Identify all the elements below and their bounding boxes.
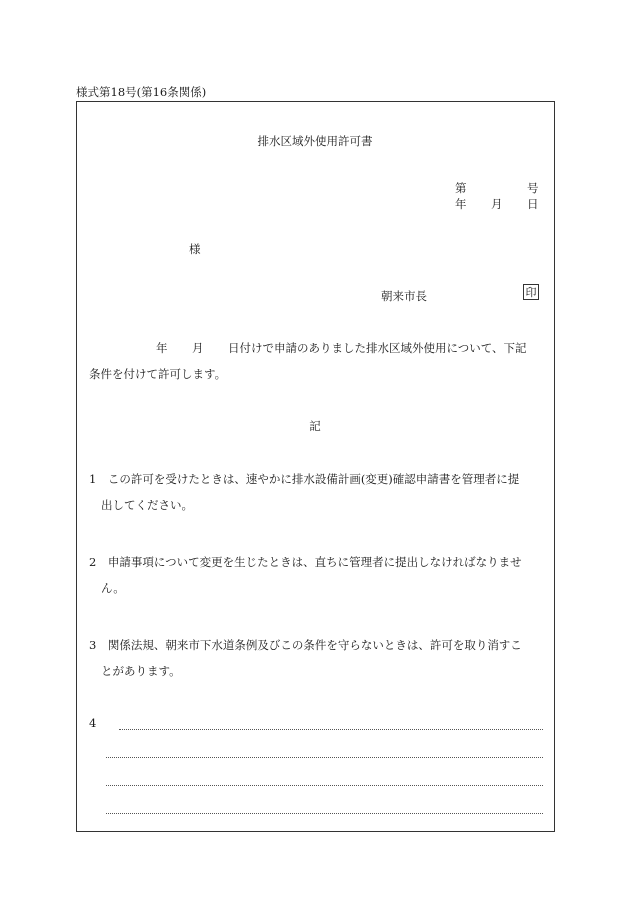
body-text-line1: 日付けで申請のありました排水区域外使用について、下記: [228, 341, 527, 355]
condition-2-line1: 2 申請事項について変更を生じたときは、直ちに管理者に提出しなければなりませ: [89, 555, 522, 569]
condition-4-number: 4: [89, 716, 97, 730]
issuer-name: 朝来市長: [381, 289, 427, 303]
form-number: 様式第18号(第16条関係): [76, 85, 207, 99]
body-month-label: 月: [192, 341, 204, 355]
seal-mark: 印: [523, 284, 539, 300]
blank-line-1: [119, 729, 543, 730]
condition-1-line2: 出してください。: [101, 498, 193, 512]
number-suffix: 号: [527, 181, 539, 195]
condition-3-line1: 3 関係法規、朝来市下水道条例及びこの条件を守らないときは、許可を取り消すこ: [89, 638, 522, 652]
condition-1-line1: 1 この許可を受けたときは、速やかに排水設備計画(変更)確認申請書を管理者に提: [89, 472, 520, 486]
date-year-label: 年: [455, 197, 467, 211]
number-prefix: 第: [455, 181, 467, 195]
condition-2-line2: ん。: [101, 581, 125, 595]
condition-3-line2: とがあります。: [101, 664, 181, 678]
date-day-label: 日: [527, 197, 539, 211]
addressee-suffix: 様: [189, 242, 201, 256]
blank-line-3: [106, 785, 543, 786]
blank-line-2: [106, 757, 543, 758]
document-frame: [76, 101, 555, 832]
blank-line-4: [106, 813, 543, 814]
date-month-label: 月: [491, 197, 503, 211]
ki-heading: 記: [309, 419, 321, 433]
document-title: 排水区域外使用許可書: [257, 134, 373, 148]
body-year-label: 年: [156, 341, 168, 355]
body-text-line2: 条件を付けて許可します。: [89, 367, 227, 381]
